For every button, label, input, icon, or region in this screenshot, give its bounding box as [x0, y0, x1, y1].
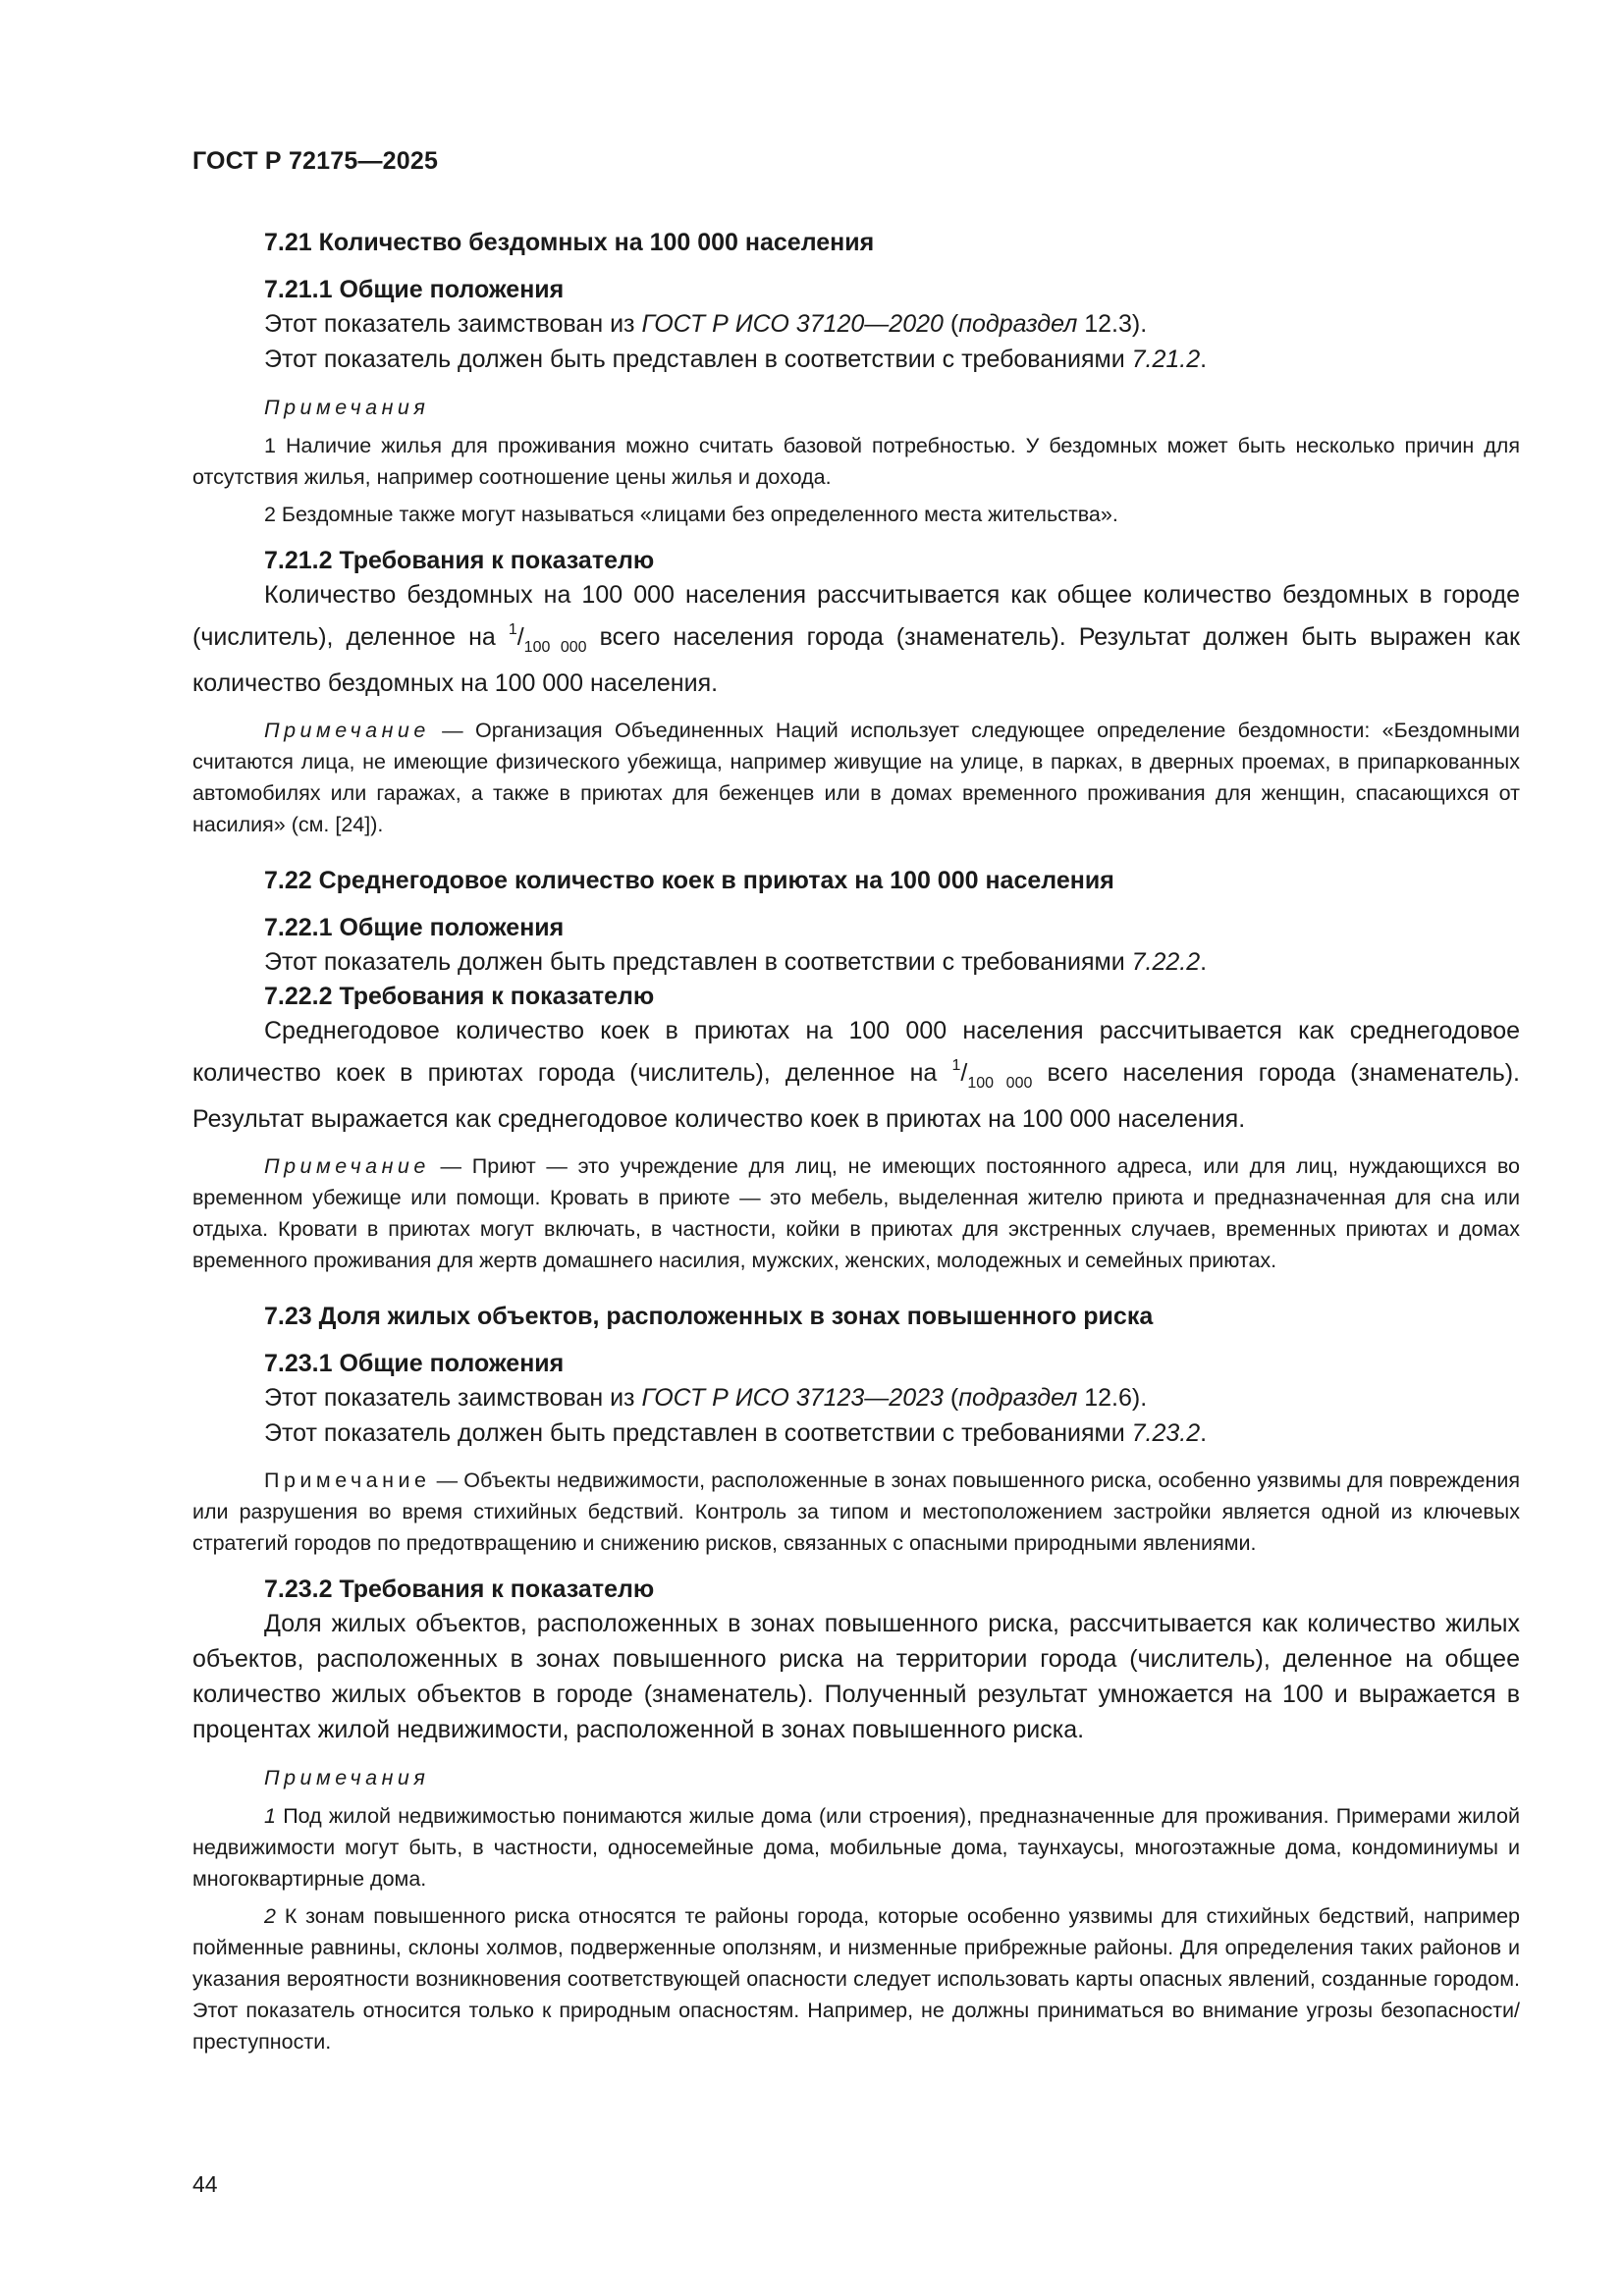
- note-label: Примечание: [264, 719, 430, 742]
- section-7-23-2-para: Доля жилых объектов, расположенных в зонах повышенного риска, рассчитывается как количество жилых объектов, расположенных в зонах повышенного риска на территории города (числитель), деленное на общее количество жилых объектов в городе (знаменатель). Полученный результат умножается на 100 и выражается в процентах жилой недвижимости, расположенной в зонах повышенного риска.: [192, 1610, 1520, 1743]
- section-7-22-title: 7.22 Среднегодовое количество коек в приютах на 100 000 населения: [264, 867, 1114, 894]
- section-7-23-1-para-1: Этот показатель заимствован из ГОСТ Р ИСО 37123—2023 (подраздел 12.6).: [264, 1384, 1148, 1412]
- clause-reference: 7.21.2: [1131, 346, 1201, 373]
- section-7-23-1-note: Примечание — Объекты недвижимости, расположенные в зонах повышенного риска, особенно уязвимы для повреждения или разрушения во время стихийных бедствий. Контроль за типом и местоположением застройки является одной из ключевых стратегий городов по предотвращению и снижению рисков, связанных с опасными природными явлениями.: [192, 1468, 1520, 1555]
- section-7-23-2-title: 7.23.2 Требования к показателю: [264, 1575, 655, 1603]
- page-number: 44: [192, 2171, 218, 2197]
- page-content: [192, 226, 1520, 2057]
- section-7-23-2-note-2: 2 К зонам повышенного риска относятся те районы города, которые особенно уязвимы для стихийных бедствий, например пойменные равнины, склоны холмов, подверженные оползням, и низменные прибрежные районы. Для определения таких районов и указания вероятности возникновения соответствующей опасности следует использовать карты опасных явлений, созданные городом. Этот показатель относится только к природным опасностям. Например, не должны приниматься во внимание угрозы безопасности/преступности.: [192, 1904, 1520, 2054]
- section-7-23-2-note-1: 1 Под жилой недвижимостью понимаются жилые дома (или строения), предназначенные для проживания. Примерами жилой недвижимости могут быть, в частности, односемейные дома, мобильные дома, таунхаусы, многоэтажные дома, кондоминиумы и многоквартирные дома.: [192, 1804, 1520, 1891]
- section-7-22-1-title: 7.22.1 Общие положения: [264, 914, 565, 941]
- section-7-21-1-para-1: Этот показатель заимствован из ГОСТ Р ИСО 37120—2020 (подраздел 12.3).: [264, 310, 1148, 338]
- document-code: ГОСТ Р 72175—2025: [192, 147, 439, 175]
- section-7-21-2-note: Примечание — Организация Объединенных Наций использует следующее определение бездомности: «Бездомными считаются лица, не имеющие физического убежища, например живущие на улице, в парках, в дверных проемах, в припаркованных автомобилях или гаражах, а также в приютах для беженцев или в домах временного проживания для женщин, спасающихся от насилия» (см. [24]).: [192, 719, 1520, 836]
- section-7-21-title: 7.21 Количество бездомных на 100 000 населения: [264, 229, 875, 256]
- section-7-23-2-notes-title: Примечания: [264, 1766, 430, 1789]
- section-7-23-title: 7.23 Доля жилых объектов, расположенных в зонах повышенного риска: [264, 1303, 1154, 1330]
- section-7-21-1-note-1: 1 Наличие жилья для проживания можно считать базовой потребностью. У бездомных может быть несколько причин для отсутствия жилья, например соотношение цены жилья и дохода.: [192, 434, 1520, 489]
- clause-reference: 7.23.2: [1131, 1419, 1201, 1447]
- section-7-21-2-title: 7.21.2 Требования к показателю: [264, 547, 655, 574]
- section-7-22-2-para: Среднегодовое количество коек в приютах на 100 000 населения рассчитывается как среднегодовое количество коек в приютах города (числитель), деленное на $^1/_{100 000}$ всего населения города (знаменатель). Результат выражается как среднегодовое количество коек в приютах на 100 000 населения.: [192, 1017, 1521, 1133]
- section-7-21-1-title: 7.21.1 Общие положения: [264, 276, 565, 303]
- section-7-23-1-title: 7.23.1 Общие положения: [264, 1350, 565, 1377]
- standard-reference: ГОСТ Р ИСО 37120—2020: [641, 310, 944, 338]
- section-7-22-1-para: Этот показатель должен быть представлен в соответствии с требованиями 7.22.2.: [264, 948, 1208, 976]
- section-7-21-1-para-2: Этот показатель должен быть представлен в соответствии с требованиями 7.21.2.: [264, 346, 1208, 373]
- section-7-23-1-para-2: Этот показатель должен быть представлен в соответствии с требованиями 7.23.2.: [264, 1419, 1208, 1447]
- section-7-21-2-para: Количество бездомных на 100 000 населения рассчитывается как общее количество бездомных в городе (числитель), деленное на $^1/_{100 000}$ всего населения города (знаменатель). Результат должен быть выражен как количество бездомных на 100 000 населения.: [192, 581, 1520, 697]
- section-7-21-1-notes-title: Примечания: [264, 396, 430, 419]
- standard-reference: ГОСТ Р ИСО 37123—2023: [641, 1384, 944, 1412]
- clause-reference: 7.22.2: [1131, 948, 1201, 976]
- section-7-22-2-title: 7.22.2 Требования к показателю: [264, 983, 655, 1010]
- note-label: Примечание: [264, 1468, 431, 1492]
- section-7-21-1-note-2: 2 Бездомные также могут называться «лицами без определенного места жительства».: [264, 503, 1118, 526]
- note-label: Примечание: [264, 1154, 430, 1178]
- section-7-22-2-note: Примечание — Приют — это учреждение для лиц, не имеющих постоянного адреса, или для лиц, нуждающихся во временном убежище или помощи. Кровать в приюте — это мебель, выделенная жителю приюта и предназначенная для сна или отдыха. Кровати в приютах могут включать, в частности, койки в приютах для экстренных случаев, временных приютах и домах временного проживания для жертв домашнего насилия, мужских, женских, молодежных и семейных приютах.: [192, 1154, 1520, 1272]
